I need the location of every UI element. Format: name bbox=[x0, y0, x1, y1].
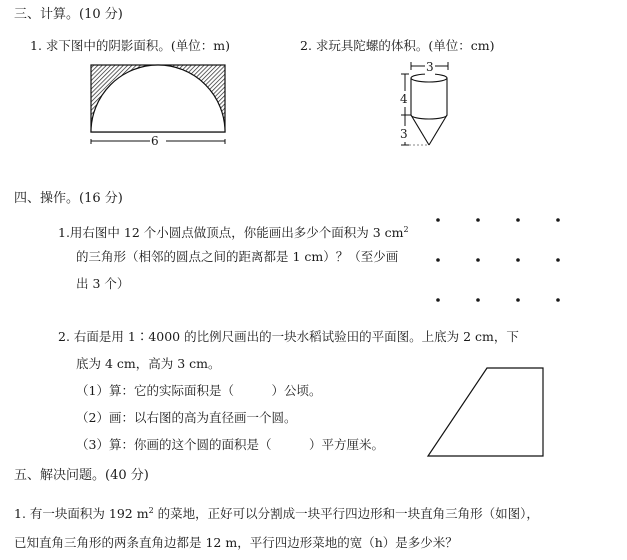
dimension-label-diameter: 3 bbox=[426, 60, 434, 74]
question-dots-line2: 的三角形（相邻的圆点之间的距离都是 1 cm）？（至少画 bbox=[76, 249, 399, 264]
grid-dot bbox=[516, 298, 520, 302]
question-dots-line1 bbox=[58, 222, 409, 241]
question-scale-line2: 底为 4 cm，高为 3 cm。 bbox=[76, 356, 221, 371]
section4-heading: 四、操作。(16 分) bbox=[14, 191, 123, 206]
grid-dot bbox=[436, 298, 440, 302]
grid-dot bbox=[516, 218, 520, 222]
grid-dot bbox=[516, 258, 520, 262]
dimension-label-width: 6 bbox=[151, 134, 159, 148]
question-vegetable-line1-b: 的菜地，正好可以分割成一块平行四边形和一块直角三角形（如图）， bbox=[153, 506, 539, 522]
dimension-label-cylinder-height: 4 bbox=[400, 92, 408, 106]
grid-dot bbox=[556, 258, 560, 262]
section5-heading: 五、解决问题。(40 分) bbox=[14, 468, 149, 483]
grid-dot bbox=[476, 258, 480, 262]
unit-superscript: 2 bbox=[403, 225, 409, 234]
grid-dot bbox=[436, 258, 440, 262]
question-shaded-area: 1. 求下图中的阴影面积。(单位：m) bbox=[30, 38, 231, 53]
question-scale-sub2: （2）画：以右图的高为直径画一个圆。 bbox=[76, 410, 297, 425]
grid-dot bbox=[556, 218, 560, 222]
question-vegetable-line1-a: 1. 有一块面积为 192 m bbox=[14, 506, 149, 522]
question-vegetable-line1 bbox=[14, 503, 539, 522]
grid-dot bbox=[556, 298, 560, 302]
grid-dot bbox=[476, 298, 480, 302]
unit-superscript: 2 bbox=[148, 506, 154, 515]
question-dots-line1-text: 1.用右图中 12 个小圆点做顶点，你能画出多少个面积为 3 cm bbox=[58, 225, 404, 241]
question-vegetable-line2: 已知直角三角形的两条直角边都是 12 m，平行四边形菜地的宽（h）是多少米？ bbox=[14, 535, 458, 550]
trapezoid-figure bbox=[425, 365, 575, 460]
grid-dot bbox=[436, 218, 440, 222]
question-scale-sub3: （3）算：你画的这个圆的面积是（ ）平方厘米。 bbox=[76, 437, 384, 452]
grid-dot bbox=[476, 218, 480, 222]
question-dots-line3: 出 3 个） bbox=[76, 276, 130, 291]
question-top-volume: 2. 求玩具陀螺的体积。(单位：cm) bbox=[300, 38, 495, 53]
question-scale-line1: 2. 右面是用 1∶4000 的比例尺画出的一块水稻试验田的平面图。上底为 2 cm，下 bbox=[58, 329, 519, 344]
question-scale-sub1: （1）算：它的实际面积是（ ）公顷。 bbox=[76, 383, 322, 398]
section3-heading: 三、计算。(10 分) bbox=[14, 7, 123, 22]
dot-grid bbox=[430, 210, 570, 310]
dimension-label-cone-height: 3 bbox=[400, 127, 408, 141]
